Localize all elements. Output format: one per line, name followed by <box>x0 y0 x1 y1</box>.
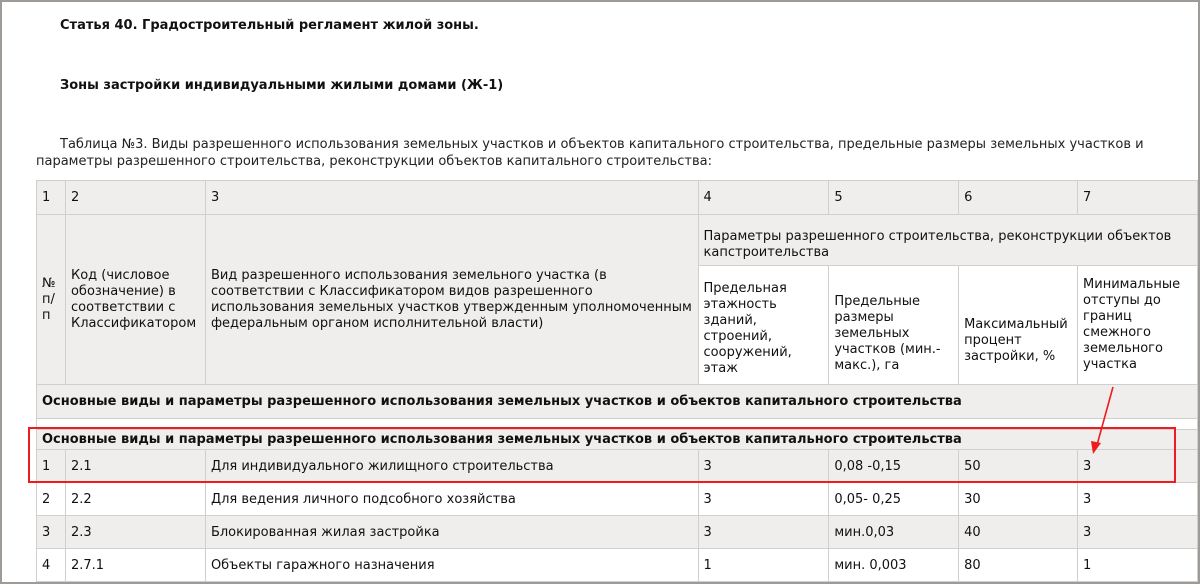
header-code: Код (числовое обозначение) в соответствии с Классификатором <box>65 215 205 385</box>
header-setback: Минимальные отступы до границ смежного земельного участка <box>1078 266 1198 385</box>
zone-heading: Зоны застройки индивидуальными жилыми домами (Ж-1) <box>60 78 504 93</box>
row-code: 2.7.1 <box>65 549 205 582</box>
row-setback: 3 <box>1078 483 1198 516</box>
row-percent: 80 <box>959 549 1078 582</box>
row-size: мин. 0,003 <box>829 549 959 582</box>
row-floors: 3 <box>698 450 829 483</box>
row-percent: 30 <box>959 483 1078 516</box>
header-size: Предельные размеры земельных участков (мин.-макс.), га <box>829 266 959 385</box>
header-params-group: Параметры разрешенного строительства, реконструкции объектов капстроительства <box>698 215 1197 266</box>
row-floors: 3 <box>698 483 829 516</box>
col-number: 4 <box>698 181 829 215</box>
col-number: 1 <box>37 181 66 215</box>
row-setback: 1 <box>1078 549 1198 582</box>
row-floors: 1 <box>698 549 829 582</box>
annotation-arrow <box>2 2 1198 582</box>
row-number: 4 <box>37 549 66 582</box>
row-kind: Блокированная жилая застройка <box>205 516 698 549</box>
row-size: 0,05- 0,25 <box>829 483 959 516</box>
row-number: 2 <box>37 483 66 516</box>
row-setback: 3 <box>1078 516 1198 549</box>
arrow-head <box>1091 441 1101 454</box>
row-number: 1 <box>37 450 66 483</box>
header-number: № п/п <box>37 215 66 385</box>
row-code: 2.1 <box>65 450 205 483</box>
row-setback: 3 <box>1078 450 1198 483</box>
row-code: 2.3 <box>65 516 205 549</box>
arrow-line <box>1097 387 1113 445</box>
row-percent: 50 <box>959 450 1078 483</box>
col-number: 7 <box>1078 181 1198 215</box>
section-title: Основные виды и параметры разрешенного использования земельных участков и объектов капитального строительства <box>37 430 1198 450</box>
row-code: 2.2 <box>65 483 205 516</box>
row-kind: Объекты гаражного назначения <box>205 549 698 582</box>
table-caption: Таблица №3. Виды разрешенного использования земельных участков и объектов капитального строительства, предельные размеры земельных участков и параметры разрешенного строительства, реконструкции объектов капитального строительства: <box>36 137 1144 169</box>
row-kind: Для ведения личного подсобного хозяйства <box>205 483 698 516</box>
row-kind: Для индивидуального жилищного строительства <box>205 450 698 483</box>
row-floors: 3 <box>698 516 829 549</box>
row-number: 3 <box>37 516 66 549</box>
row-size: 0,08 -0,15 <box>829 450 959 483</box>
col-number: 2 <box>65 181 205 215</box>
col-number: 6 <box>959 181 1078 215</box>
section-title: Основные виды и параметры разрешенного использования земельных участков и объектов капитального строительства <box>37 385 1198 419</box>
article-heading: Статья 40. Градостроительный регламент жилой зоны. <box>60 18 479 33</box>
col-number: 3 <box>205 181 698 215</box>
row-size: мин.0,03 <box>829 516 959 549</box>
header-floors: Предельная этажность зданий, строений, сооружений, этаж <box>698 266 829 385</box>
col-number: 5 <box>829 181 959 215</box>
row-percent: 40 <box>959 516 1078 549</box>
header-kind: Вид разрешенного использования земельного участка (в соответствии с Классификатором видов разрешенного использования земельных участков утвержденным уполномоченным федеральным органом исполнительной власти) <box>205 215 698 385</box>
header-percent: Максимальный процент застройки, % <box>959 266 1078 385</box>
